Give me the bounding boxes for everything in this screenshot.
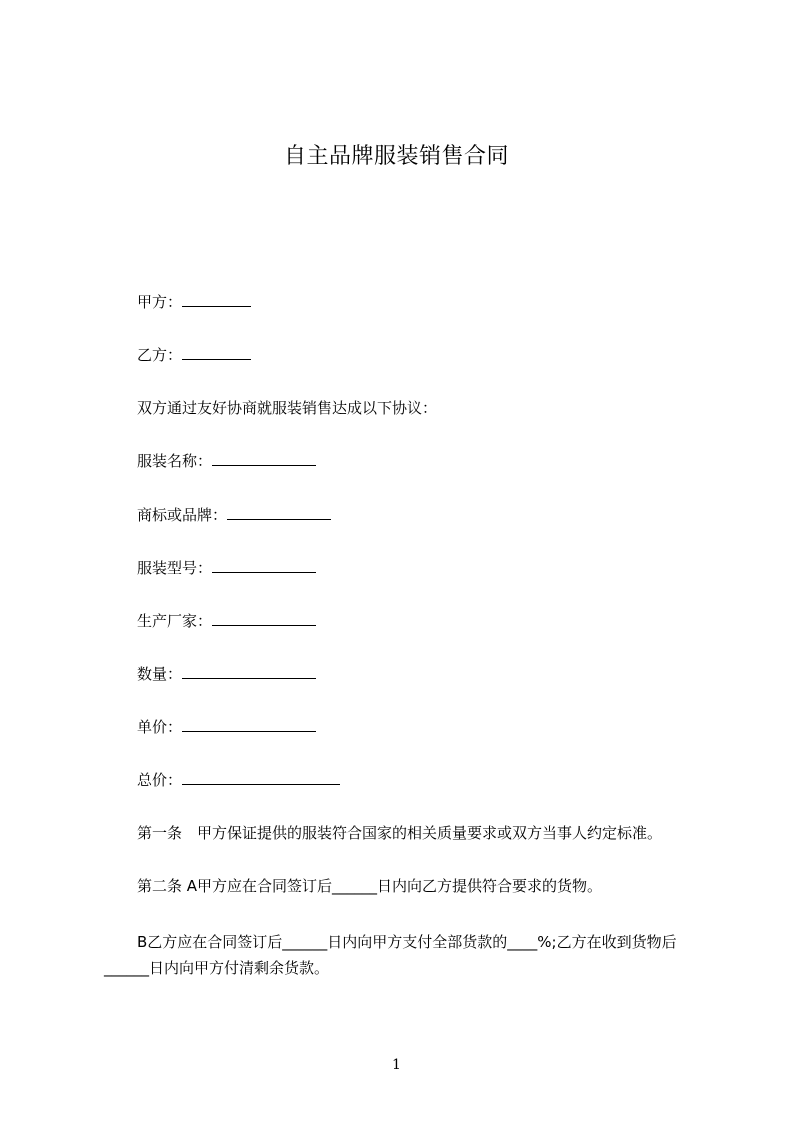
model-label: 服装型号： — [137, 559, 213, 577]
clothing-name-line — [137, 451, 316, 471]
article-2a — [137, 876, 602, 896]
article-2a-text: 第二条 A甲方应在合同签订后______日内向乙方提供符合要求的货物。 — [137, 877, 603, 895]
brand-blank — [227, 505, 331, 520]
clothing-name-label: 服装名称： — [137, 452, 213, 470]
quantity-line — [137, 664, 316, 684]
document-title: 自主品牌服装销售合同 — [283, 144, 509, 169]
brand-label: 商标或品牌： — [137, 506, 228, 524]
page-number: 1 — [392, 1057, 401, 1073]
model-blank — [212, 558, 316, 573]
party-b-line — [137, 345, 251, 365]
article-2b: B乙方应在合同签订后______日内向甲方支付全部货款的____%;乙方在收到货物后______日内向甲方付清剩余货款。 — [104, 933, 677, 977]
total-price-label: 总价： — [137, 771, 183, 789]
party-a-line — [137, 292, 251, 312]
manufacturer-blank — [212, 611, 316, 626]
party-b-blank — [182, 345, 251, 360]
article-1 — [137, 823, 662, 843]
model-line — [137, 558, 316, 578]
unit-price-label: 单价： — [137, 718, 183, 736]
intro-line — [137, 398, 437, 418]
article-1-text: 第一条 甲方保证提供的服装符合国家的相关质量要求或双方当事人约定标准。 — [137, 824, 663, 842]
clothing-name-blank — [212, 451, 316, 466]
party-a-label: 甲方： — [137, 293, 183, 311]
quantity-label: 数量： — [137, 665, 183, 683]
total-price-line — [137, 770, 340, 790]
quantity-blank — [182, 664, 316, 679]
unit-price-line — [137, 717, 316, 737]
intro-text: 双方通过友好协商就服装销售达成以下协议： — [137, 399, 438, 417]
manufacturer-line — [137, 611, 316, 631]
total-price-blank — [182, 770, 340, 785]
unit-price-blank — [182, 717, 316, 732]
manufacturer-label: 生产厂家： — [137, 612, 213, 630]
brand-line — [137, 505, 331, 525]
party-a-blank — [182, 292, 251, 307]
party-b-label: 乙方： — [137, 346, 183, 364]
